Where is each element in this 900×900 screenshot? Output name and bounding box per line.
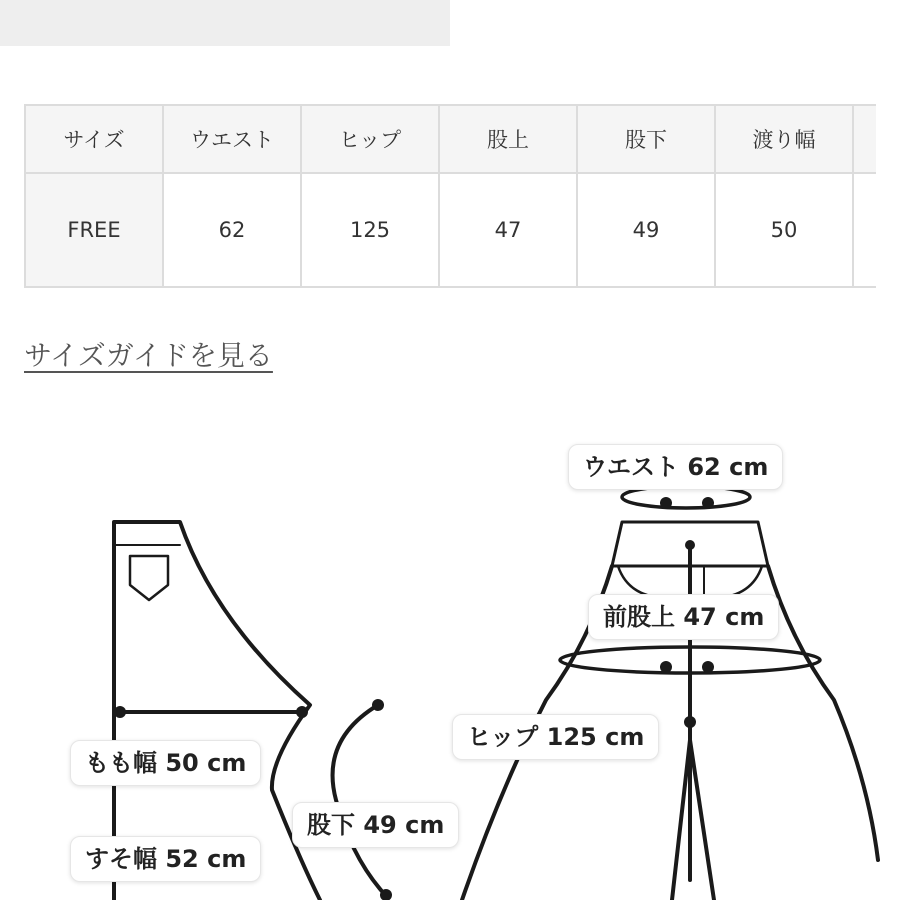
measure-dot <box>684 716 696 728</box>
cell-rise: 47 <box>439 173 577 287</box>
cell-waist: 62 <box>163 173 301 287</box>
header-rise: 股上 <box>439 105 577 173</box>
measure-dot <box>685 540 695 550</box>
measure-dot <box>372 699 384 711</box>
hem-width-label: すそ幅 52 cm <box>70 836 261 882</box>
thigh-width-label: もも幅 50 cm <box>70 740 261 786</box>
cell-hip: 125 <box>301 173 439 287</box>
header-hip: ヒップ <box>301 105 439 173</box>
size-guide-link[interactable]: サイズガイドを見る <box>24 339 273 372</box>
front-outline-right <box>768 566 878 860</box>
waist-label: ウエスト 62 cm <box>568 444 783 490</box>
back-pocket-icon <box>130 556 168 600</box>
front-rise-label: 前股上 47 cm <box>588 594 779 640</box>
header-inseam: 股下 <box>577 105 715 173</box>
measure-dot <box>702 661 714 673</box>
measure-dot <box>660 497 672 509</box>
header-thigh-width: 渡り幅 <box>715 105 853 173</box>
inner-leg-right <box>690 740 714 900</box>
measure-dot <box>296 706 308 718</box>
cell-thigh-width: 50 <box>715 173 853 287</box>
cell-size: FREE <box>25 173 163 287</box>
hip-label: ヒップ 125 cm <box>452 714 659 760</box>
inner-leg-left <box>672 740 690 900</box>
header-waist: ウエスト <box>163 105 301 173</box>
header-size: サイズ <box>25 105 163 173</box>
measure-dot <box>660 661 672 673</box>
measure-dot <box>114 706 126 718</box>
cell-inseam: 49 <box>577 173 715 287</box>
inseam-label: 股下 49 cm <box>292 802 459 848</box>
measure-dot <box>702 497 714 509</box>
